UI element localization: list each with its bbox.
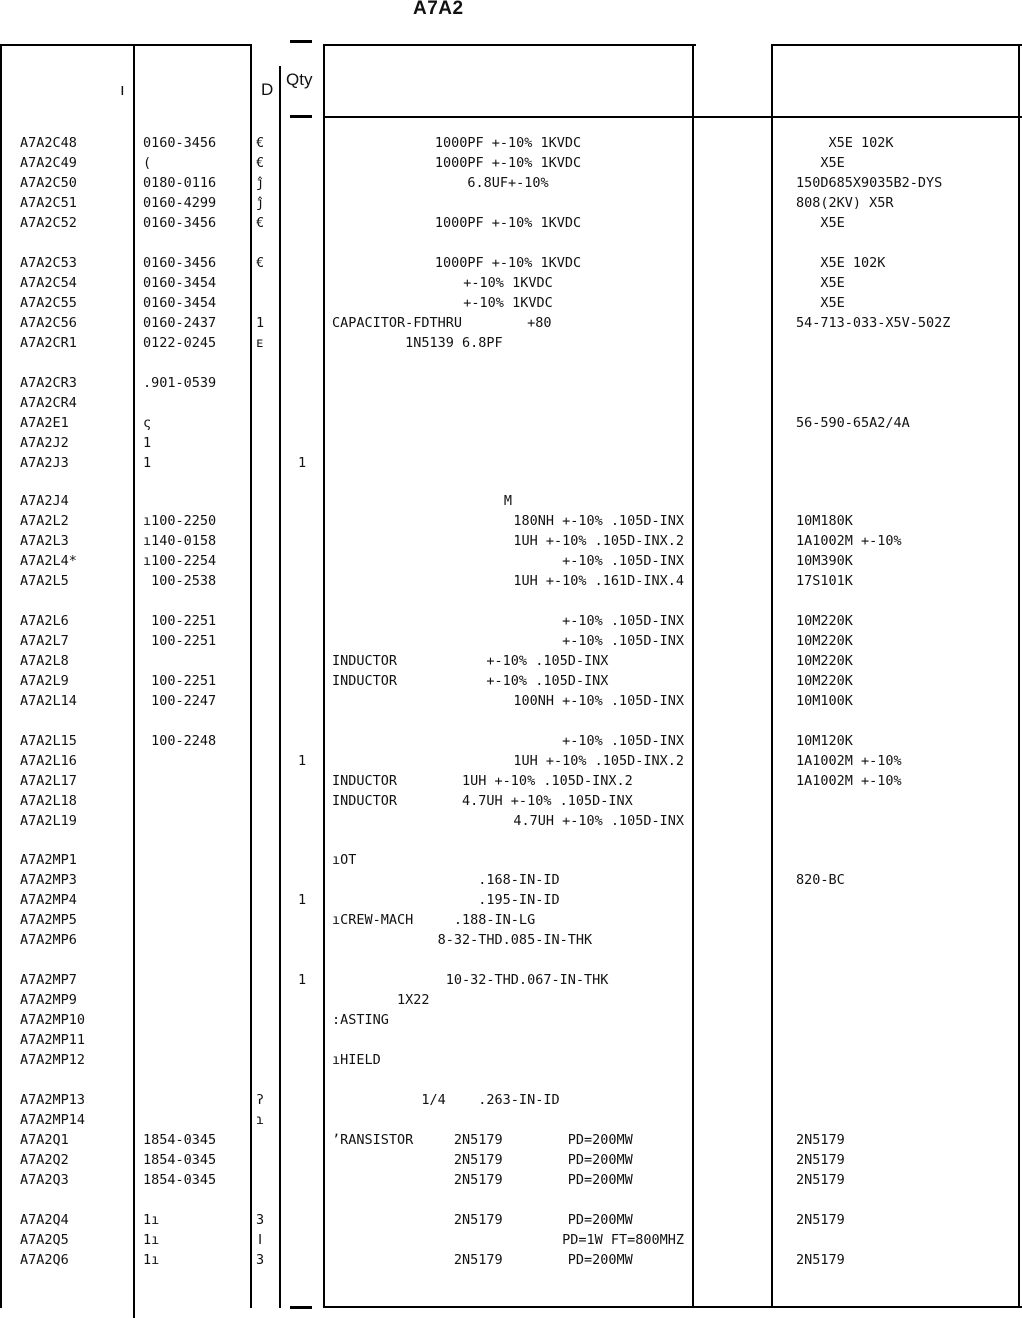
table-row: [0, 890, 1022, 910]
cell-pn: 100-2247: [143, 693, 217, 709]
cell-desc: 1000PF +-10% 1KVDC: [434, 215, 582, 231]
table-row: [0, 731, 1022, 751]
cell-ref: A7A2CR4: [20, 395, 77, 411]
cell-desc: .195-IN-ID: [332, 892, 560, 908]
table-row: [0, 1050, 1022, 1070]
cell-desc: M: [503, 493, 513, 509]
cell-cd: 3: [256, 1212, 265, 1228]
cell-cd: 3: [256, 1252, 265, 1268]
cell-desc: +-10% .105D-INX: [562, 613, 684, 629]
cell-desc: 4.7UH +-10% .105D-INX: [513, 813, 684, 829]
table-row: [0, 1230, 1022, 1250]
cell-ref: A7A2C48: [20, 135, 77, 151]
cell-cd: ɿ: [256, 1112, 265, 1128]
cell-desc: 180NH +-10% .105D-INX: [513, 513, 684, 529]
table-row: [0, 193, 1022, 213]
cell-cd: ĵ: [256, 195, 265, 211]
cell-ref: A7A2C55: [20, 295, 77, 311]
cell-ref: A7A2L15: [20, 733, 77, 749]
cell-desc: 1000PF +-10% 1KVDC: [434, 255, 582, 271]
cell-cd: €: [256, 215, 265, 231]
header-qty: Qty: [286, 70, 313, 89]
cell-desc: 10-32-THD.067-IN-THK: [332, 972, 609, 988]
cell-qty: 1: [298, 455, 307, 471]
page-title: A7A2: [413, 0, 464, 19]
cell-mfr: 10M220K: [796, 653, 853, 669]
cell-desc: PD=1W FT=800MHZ: [562, 1232, 684, 1248]
table-row: [0, 413, 1022, 433]
cell-pn: 1854-0345: [143, 1132, 217, 1148]
cell-pn: 1: [143, 435, 152, 451]
cell-ref: A7A2J4: [20, 493, 69, 509]
cell-ref: A7A2Q1: [20, 1132, 69, 1148]
cell-ref: A7A2L9: [20, 673, 69, 689]
cell-ref: A7A2L17: [20, 773, 77, 789]
cell-pn: 1: [143, 455, 152, 471]
cell-pn: 0160-3456: [143, 135, 217, 151]
cell-pn: 0160-4299: [143, 195, 217, 211]
cell-mfr: 17S101K: [796, 573, 853, 589]
cell-ref: A7A2CR1: [20, 335, 77, 351]
cell-mfr: 820-BC: [796, 872, 845, 888]
cell-desc: 1UH +-10% .161D-INX.4: [513, 573, 684, 589]
cell-mfr: X5E 102K: [796, 135, 894, 151]
cell-desc: CAPACITOR-FDTHRU +80: [332, 315, 552, 331]
table-row: [0, 671, 1022, 691]
cell-desc: ıOT: [332, 852, 357, 868]
cell-desc: +-10% .105D-INX: [562, 553, 684, 569]
table-row: [0, 571, 1022, 591]
cell-desc: INDUCTOR 4.7UH +-10% .105D-INX: [332, 793, 633, 809]
cell-cd: ᴇ: [256, 335, 265, 351]
cell-qty: 1: [298, 892, 307, 908]
cell-pn: 0160-3454: [143, 275, 217, 291]
cell-mfr: 1A1002M +-10%: [796, 753, 902, 769]
cell-desc: 100NH +-10% .105D-INX: [513, 693, 684, 709]
cell-mfr: 2N5179: [796, 1172, 845, 1188]
cell-ref: A7A2Q5: [20, 1232, 69, 1248]
cell-mfr: X5E 102K: [796, 255, 886, 271]
cell-desc: :ASTING: [332, 1012, 389, 1028]
table-row: [0, 870, 1022, 890]
table-row: [0, 910, 1022, 930]
cell-desc: 1N5139 6.8PF: [332, 335, 503, 351]
cell-mfr: 2N5179: [796, 1252, 845, 1268]
table-row: [0, 273, 1022, 293]
cell-mfr: 2N5179: [796, 1212, 845, 1228]
cell-pn: 100-2538: [143, 573, 217, 589]
cell-desc: +-10% 1KVDC: [463, 295, 553, 311]
table-row: [0, 511, 1022, 531]
table-row: [0, 1010, 1022, 1030]
cell-pn: ı100-2254: [143, 553, 217, 569]
cell-pn: 100-2251: [143, 633, 217, 649]
cell-ref: A7A2C56: [20, 315, 77, 331]
cell-pn: (: [143, 155, 152, 171]
table-row: [0, 651, 1022, 671]
cell-mfr: 2N5179: [796, 1132, 845, 1148]
cell-ref: A7A2MP13: [20, 1092, 86, 1108]
table-row: [0, 771, 1022, 791]
table-row: [0, 433, 1022, 453]
cell-ref: A7A2C53: [20, 255, 77, 271]
cell-desc: ıCREW-MACH .188-IN-LG: [332, 912, 536, 928]
cell-pn: 100-2251: [143, 613, 217, 629]
header-cd: D: [261, 80, 274, 99]
cell-ref: A7A2L19: [20, 813, 77, 829]
cell-desc: .168-IN-ID: [332, 872, 560, 888]
cell-ref: A7A2C49: [20, 155, 77, 171]
table-row: [0, 930, 1022, 950]
cell-pn: 1ı: [143, 1212, 160, 1228]
cell-desc: 1UH +-10% .105D-INX.2: [513, 533, 684, 549]
cell-ref: A7A2E1: [20, 415, 69, 431]
cell-desc: 2N5179 PD=200MW: [332, 1212, 633, 1228]
cell-ref: A7A2L7: [20, 633, 69, 649]
cell-desc: INDUCTOR +-10% .105D-INX: [332, 653, 609, 669]
cell-ref: A7A2MP4: [20, 892, 77, 908]
cell-pn: 1ı: [143, 1252, 160, 1268]
cell-mfr: 1A1002M +-10%: [796, 533, 902, 549]
cell-pn: ı100-2250: [143, 513, 217, 529]
table-row: [0, 1150, 1022, 1170]
cell-ref: A7A2J2: [20, 435, 69, 451]
cell-pn: 100-2248: [143, 733, 217, 749]
cell-cd: ǀ: [256, 1232, 265, 1248]
table-row: [0, 1250, 1022, 1270]
cell-cd: ʔ: [256, 1092, 265, 1108]
cell-pn: 0160-3456: [143, 255, 217, 271]
cell-mfr: 10M180K: [796, 513, 853, 529]
cell-desc: ʼRANSISTOR 2N5179 PD=200MW: [332, 1132, 633, 1148]
cell-ref: A7A2CR3: [20, 375, 77, 391]
cell-cd: €: [256, 155, 265, 171]
cell-desc: 2N5179 PD=200MW: [332, 1252, 633, 1268]
cell-cd: €: [256, 135, 265, 151]
cell-ref: A7A2MP6: [20, 932, 77, 948]
cell-mfr: 10M390K: [796, 553, 853, 569]
cell-ref: A7A2L14: [20, 693, 77, 709]
table-row: [0, 811, 1022, 831]
cell-desc: 8-32-THD.085-IN-THK: [332, 932, 593, 948]
cell-desc: 1X22: [332, 992, 430, 1008]
cell-desc: 1000PF +-10% 1KVDC: [434, 155, 582, 171]
cell-pn: 0160-3456: [143, 215, 217, 231]
cell-ref: A7A2L2: [20, 513, 69, 529]
cell-ref: A7A2C54: [20, 275, 77, 291]
cell-ref: A7A2MP10: [20, 1012, 86, 1028]
table-row: [0, 253, 1022, 273]
table-row: [0, 1170, 1022, 1190]
cell-cd: 1: [256, 315, 265, 331]
table-row: [0, 751, 1022, 771]
header-ref: ı: [120, 80, 125, 99]
cell-ref: A7A2C50: [20, 175, 77, 191]
cell-mfr: X5E: [796, 155, 845, 171]
table-row: [0, 153, 1022, 173]
cell-ref: A7A2C52: [20, 215, 77, 231]
cell-desc: INDUCTOR 1UH +-10% .105D-INX.2: [332, 773, 633, 789]
cell-mfr: 10M120K: [796, 733, 853, 749]
table-row: [0, 611, 1022, 631]
cell-pn: ı140-0158: [143, 533, 217, 549]
cell-mfr: 1A1002M +-10%: [796, 773, 902, 789]
cell-mfr: 150D685X9035B2-DYS: [796, 175, 943, 191]
cell-pn: 1854-0345: [143, 1172, 217, 1188]
cell-ref: A7A2MP11: [20, 1032, 86, 1048]
cell-ref: A7A2L8: [20, 653, 69, 669]
cell-ref: A7A2Q6: [20, 1252, 69, 1268]
table-row: [0, 1130, 1022, 1150]
cell-desc: ıHIELD: [332, 1052, 381, 1068]
table-row: [0, 393, 1022, 413]
cell-ref: A7A2L5: [20, 573, 69, 589]
table-row: [0, 1210, 1022, 1230]
table-row: [0, 313, 1022, 333]
cell-ref: A7A2Q2: [20, 1152, 69, 1168]
cell-mfr: 54-713-033-X5V-502Z: [796, 315, 951, 331]
table-row: [0, 551, 1022, 571]
cell-ref: A7A2Q4: [20, 1212, 69, 1228]
cell-desc: 2N5179 PD=200MW: [332, 1172, 633, 1188]
cell-mfr: X5E: [796, 215, 845, 231]
cell-desc: 1/4 .263-IN-ID: [332, 1092, 560, 1108]
table-row: [0, 1110, 1022, 1130]
cell-ref: A7A2MP3: [20, 872, 77, 888]
table-row: [0, 293, 1022, 313]
cell-mfr: 56-590-65A2/4A: [796, 415, 910, 431]
cell-ref: A7A2MP14: [20, 1112, 86, 1128]
cell-pn: 0160-3454: [143, 295, 217, 311]
table-row: [0, 990, 1022, 1010]
cell-desc: 1UH +-10% .105D-INX.2: [513, 753, 684, 769]
table-row: [0, 453, 1022, 473]
cell-desc: 1000PF +-10% 1KVDC: [434, 135, 582, 151]
cell-mfr: X5E: [796, 295, 845, 311]
table-row: [0, 1030, 1022, 1050]
table-row: [0, 491, 1022, 511]
cell-ref: A7A2L16: [20, 753, 77, 769]
cell-ref: A7A2L18: [20, 793, 77, 809]
cell-pn: 0122-0245: [143, 335, 217, 351]
table-row: [0, 631, 1022, 651]
cell-ref: A7A2MP12: [20, 1052, 86, 1068]
cell-pn: ς: [143, 415, 152, 431]
cell-ref: A7A2MP1: [20, 852, 77, 868]
table-row: [0, 691, 1022, 711]
table-row: [0, 531, 1022, 551]
table-row: [0, 333, 1022, 353]
cell-pn: 0160-2437: [143, 315, 217, 331]
cell-mfr: X5E: [796, 275, 845, 291]
table-row: [0, 970, 1022, 990]
cell-pn: 0180-0116: [143, 175, 217, 191]
table-row: [0, 133, 1022, 153]
cell-ref: A7A2L4*: [20, 553, 77, 569]
table-row: [0, 213, 1022, 233]
cell-ref: A7A2C51: [20, 195, 77, 211]
cell-pn: 1854-0345: [143, 1152, 217, 1168]
cell-desc: 6.8UF+-10%: [467, 175, 549, 191]
cell-pn: .901-0539: [143, 375, 217, 391]
cell-pn: 1ı: [143, 1232, 160, 1248]
cell-mfr: 10M100K: [796, 693, 853, 709]
cell-mfr: 10M220K: [796, 673, 853, 689]
cell-cd: ĵ: [256, 175, 265, 191]
table-row: [0, 373, 1022, 393]
cell-ref: A7A2J3: [20, 455, 69, 471]
cell-qty: 1: [298, 972, 307, 988]
cell-desc: +-10% .105D-INX: [562, 733, 684, 749]
cell-desc: +-10% 1KVDC: [463, 275, 553, 291]
cell-ref: A7A2MP5: [20, 912, 77, 928]
cell-ref: A7A2L3: [20, 533, 69, 549]
cell-cd: €: [256, 255, 265, 271]
cell-mfr: 808(2KV) X5R: [796, 195, 894, 211]
cell-pn: 100-2251: [143, 673, 217, 689]
cell-desc: 2N5179 PD=200MW: [332, 1152, 633, 1168]
cell-ref: A7A2MP9: [20, 992, 77, 1008]
cell-mfr: 10M220K: [796, 633, 853, 649]
cell-mfr: 10M220K: [796, 613, 853, 629]
cell-ref: A7A2Q3: [20, 1172, 69, 1188]
cell-mfr: 2N5179: [796, 1152, 845, 1168]
table-row: [0, 791, 1022, 811]
table-row: [0, 173, 1022, 193]
cell-qty: 1: [298, 753, 307, 769]
cell-desc: +-10% .105D-INX: [562, 633, 684, 649]
cell-desc: INDUCTOR +-10% .105D-INX: [332, 673, 609, 689]
cell-ref: A7A2MP7: [20, 972, 77, 988]
table-row: [0, 850, 1022, 870]
table-row: [0, 1090, 1022, 1110]
cell-ref: A7A2L6: [20, 613, 69, 629]
